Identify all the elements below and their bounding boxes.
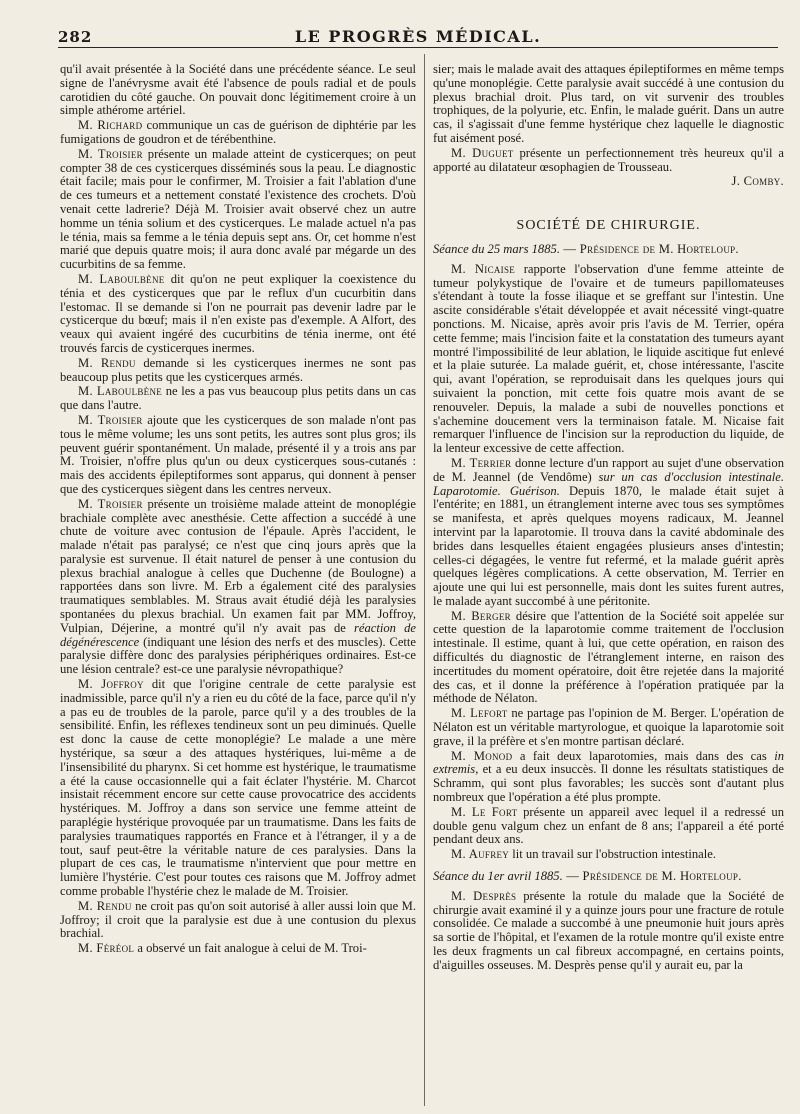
paragraph: sier; mais le malade avait des attaques épileptiformes en même temps qu'une monoplégie. Cette paralysie avait succédé à une contusion du plexus brachial droit. Plus tard, on vit survenir des troubles trophiques, de la polyurie, etc. Enfin, le malade guérit. Dans un autre cas, il s'agissait d'une femme hystérique chez laquelle le diagnostic fut aisément posé. xyxy=(433,62,784,145)
paragraph: M. Nicaise rapporte l'observation d'une femme atteinte de tumeur polykystique de l'ovaire et de tumeurs papillomateuses s'étendant à toute la fosse iliaque et se greffant sur l'intestin. Une ascite considérable s'était développée et avait nécessité vingt-quatre ponctions. M. Nicaise, après avoir pris l'avis de M. Terrier, opéra cette femme; mais l'incision faite et la constatation des tumeurs ayant montré l'impossibilité de leur ablation, le liquide ascitique fut enlevé et la plaie suturée. La malade guérit, et, chose intéressante, l'ascite qui, avant l'opération, se reproduisait dans les quelques jours qui suivaient la ponction, mit cette fois quatre mois avant de se renouveler. Depuis, la malade a subi de nouvelles ponctions et s'achemine doucement vers la terminaison fatale. M. Nicaise fait remarquer l'influence de l'incision sur la reproduction du liquide, de la lenteur excessive de cette affection. xyxy=(433,261,784,456)
paragraph: M. Richard communique un cas de guérison de diphtérie par les fumigations de goudron et de térébenthine. xyxy=(60,118,416,146)
speaker-name: M. Richard xyxy=(78,118,143,133)
paragraph: M. Lefort ne partage pas l'opinion de M. Berger. L'opération de Nélaton est un véritable martyrologue, et quoique la laparotomie soit grave, il la préfère et s'en montre partisan déclaré. xyxy=(433,706,784,748)
paragraph: M. Duguet présente un perfectionnement très heureux qu'il a apporté au dilatateur œsophagien de Trousseau. xyxy=(433,145,784,174)
author-signature: J. Comby. xyxy=(731,174,784,189)
page-header xyxy=(58,26,778,48)
session-date: Séance du 25 mars 1885. xyxy=(433,241,560,256)
section-title: SOCIÉTÉ DE CHIRURGIE. xyxy=(516,218,701,234)
speaker-name: M. Desprès xyxy=(451,888,517,903)
speaker-name: M. Laboulbène xyxy=(78,271,165,286)
paragraph: M. Troisier ajoute que les cysticerques de son malade n'ont pas tous le même volume; les uns sont petits, les autres sont plus gros; ils peuvent guérir spontanément. Un malade, présenté il y a trois ans par M. Troisier, n'offre plus qu'un ou deux cysticerques sous-cutanés : mais des accidents épileptiformes sont apparus, qui donnent à penser que des cysticerques siègent dans les centres nerveux. xyxy=(60,412,416,496)
left-column xyxy=(60,63,416,957)
paragraph: M. Berger désire que l'attention de la Société soit appelée sur cette question de la laparotomie comme traitement de l'occlusion intestinale. Il estime, quant à lui, que cette opération, en raison des difficultés du diagnostic de l'étranglement interne, en raison des incertitudes du moment opératoire, doit être rejetée dans la majorité des cas, et il donne la préférence à l'opération pratiquée par la méthode de Nélaton. xyxy=(433,608,784,706)
paragraph: M. Le Fort présente un appareil avec lequel il a redressé un double genu valgum chez un enfant de 8 ans; l'appareil a été porté pendant deux ans. xyxy=(433,804,784,847)
speaker-name: M. Laboulbène xyxy=(78,384,163,399)
paragraph: M. Laboulbène ne les a pas vus beaucoup plus petits dans un cas que dans l'autre. xyxy=(60,384,416,413)
speaker-name: M. Féréol xyxy=(78,941,135,956)
session-date: Séance du 1er avril 1885. xyxy=(433,869,563,884)
session-heading xyxy=(433,241,784,257)
session-presidency: — Présidence de M. Horteloup. xyxy=(562,869,742,884)
speaker-name: M. Troisier xyxy=(78,412,143,427)
column-divider xyxy=(424,54,425,1106)
speaker-name: M. Rendu xyxy=(78,898,132,913)
speaker-name: M. Duguet xyxy=(451,145,514,160)
speaker-name: M. Berger xyxy=(451,608,511,623)
italic-title: sur un cas d'occlusion intestinale. Laparotomie. Guérison. xyxy=(433,469,784,498)
italic-term: réaction de dégénérescence xyxy=(60,620,416,649)
paragraph: M. Joffroy dit que l'origine centrale de cette paralysie est inadmissible, parce qu'il n'y a rien eu du côté de la face, parce qu'il n'y a pas eu de troubles de la parole, parce qu'il y a des troubles de la sensibilité. Enfin, les réflexes tendineux sont un peu diminués. Quelle est donc la cause de cette monoplégie? Le malade a une mère hystérique, sa sœur a des attaques hystériques, lui-même a de l'insensibilité du pharynx. Si cet homme est hystérique, le traumatisme a été la cause occasionnelle qui a fait éclater l'hystérie. M. Charcot insistait récemment encore sur cette cause provocatrice des accidents hystériques. M. Joffroy a dans son service une femme atteint de paraplégie hystérique provoquée par un traumatisme. Dans les faits de paralysies traumatiques rapportés en France et à l'étranger, il y a de tout, sauf peut-être la véritable nature de ces paralysies. Dans la plupart de ces cas, le traumatisme n'intervient que pour mettre en lumière l'hystérie. C'est pour toutes ces raisons que M. Joffroy admet comme probable l'hystérie chez le malade de M. Troisier. xyxy=(60,677,416,899)
paragraph: M. Rendu ne croit pas qu'on soit autorisé à aller aussi loin que M. Joffroy; il croit que la paralysie est due à une contusion du plexus brachial. xyxy=(60,898,417,941)
right-column xyxy=(433,63,784,974)
page-number: 282 xyxy=(58,28,93,46)
paragraph: M. Monod a fait deux laparotomies, mais dans des cas in extremis, et a eu deux insuccès. Il donne les résultats statistiques de Schramm, qui sont plus favorables; les succès sont d'autant plus nombreux que l'opération a été plus prompte. xyxy=(433,748,784,805)
paragraph: M. Féréol a observé un fait analogue à celui de M. Troi- xyxy=(78,941,367,956)
speaker-name: M. Joffroy xyxy=(78,677,144,692)
paragraph: M. Rendu demande si les cysticerques inermes ne sont pas beaucoup plus petits que les cysticerques armés. xyxy=(60,355,417,384)
paragraph: M. Laboulbène dit qu'on ne peut expliquer la coexistence du ténia et des cysticerques que par le reflux d'un cucurbitin dans l'estomac. Il se demande si l'on ne pourrait pas devenir ladre par le cysticerque du bœuf; mais il n'en existe pas d'exemple. A Alfort, des veaux qui avaient ingéré des cucurbitins de ténia inerme, ont été trouvés farcis de cysticerques inermes. xyxy=(60,271,416,355)
speaker-name: M. Troisier xyxy=(78,496,143,511)
paragraph: M. Terrier donne lecture d'un rapport au sujet d'une observation de M. Jeannel (de Vendôme) sur un cas d'occlusion intestinale. Laparotomie. Guérison. Depuis 1870, le malade était sujet à l'entérite; en 1881, un étranglement interne avec tous ses symptômes se manifesta, et après quelques moyens radicaux, M. Jeannel intervint par la laparotomie. Il trouva dans la cavité abdominale des brides dans lesquelles étaient engagées plusieurs anses d'intestin; celles-ci dégagées, le ventre fut refermé, et la malade guérit après quelques légères complications. A cette observation, M. Terrier en ajoute une qui lui est personnelle, mais dont les suites furent autres, le malade ayant succombé à une péritonite. xyxy=(433,455,784,608)
paragraph: M. Troisier présente un malade atteint de cysticerques; on peut compter 38 de ces cysticerques disséminés sous la peau. Le diagnostic était facile; mais pour le confirmer, M. Troisier a fait l'ablation d'une de ces tumeurs et a nettement constaté l'existence des crochets. D'où venait cette ladrerie? Déjà M. Troisier avait observé chez un autre homme un ténia solium et des cysticerques. Le malade actuel n'a pas le ténia, mais sa femme a le ténia depuis sept ans. Or, cet homme n'est marié que depuis quatre mois; il aura donc avalé par mégarde un des cucurbitins de sa femme. xyxy=(60,146,416,272)
session-heading xyxy=(433,870,784,884)
paragraph: qu'il avait présentée à la Société dans une précédente séance. Le seul signe de l'anévrysme avait été l'absence de pouls radial et de pouls carotidien du côté gauche. On pouvait donc légitimement croire à un simple athérome artériel. xyxy=(60,62,416,118)
italic-term: in extremis xyxy=(433,748,784,777)
session-presidency: — Présidence de M. Horteloup. xyxy=(559,241,739,256)
speaker-name: M. Lefort xyxy=(451,706,508,721)
speaker-name: M. Le Fort xyxy=(451,804,518,819)
speaker-name: M. Aufrey xyxy=(451,847,510,862)
speaker-name: M. Nicaise xyxy=(451,261,516,276)
running-title: LE PROGRÈS MÉDICAL. xyxy=(294,27,542,46)
speaker-name: M. Rendu xyxy=(78,355,136,370)
paragraph: M. Desprès présente la rotule du malade que la Société de chirurgie avait examiné il y a quinze jours pour une fracture de rotule consolidée. Ce malade a succombé à une pneumonie huit jours après sa sortie de l'hôpital, et l'examen de la rotule montre qu'il existe entre les deux fragments un cal fibreux accompagné, en certains points, d'aiguilles osseuses. M. Desprès pense qu'il y aurait eu, par la xyxy=(433,888,784,972)
speaker-name: M. Terrier xyxy=(451,455,512,470)
speaker-name: M. Monod xyxy=(451,748,513,763)
header-rule xyxy=(58,47,778,48)
paragraph: M. Troisier présente un troisième malade atteint de monoplégie brachiale complète avec anesthésie. Cette affection a succédé à une chute de voiture avec contusion de l'épaule. Après l'accident, le malade n'était pas paralysé; ce n'est que cinq jours après que la paralysie est survenue. Il était naturel de penser à une contusion du plexus brachial analogue à celles que Duchenne (de Boulogne) a rapportées dans son livre. M. Erb a également cité des paralysies traumatiques semblables. M. Straus avait étudié déjà les paralysies spontanées du plexus brachial. Un examen fait par MM. Joffroy, Vulpian, Déjerine, a montré qu'il n'y avait pas de réaction de dégénérescence (indiquant une lésion des nerfs et des muscles). Cette paralysie diffère donc des paralysies périphériques ordinaires. Est-ce une lésion centrale? est-ce une paralysie névropathique? xyxy=(60,496,416,677)
paragraph: M. Aufrey lit un travail sur l'obstruction intestinale. xyxy=(451,847,716,862)
speaker-name: M. Troisier xyxy=(78,146,143,161)
